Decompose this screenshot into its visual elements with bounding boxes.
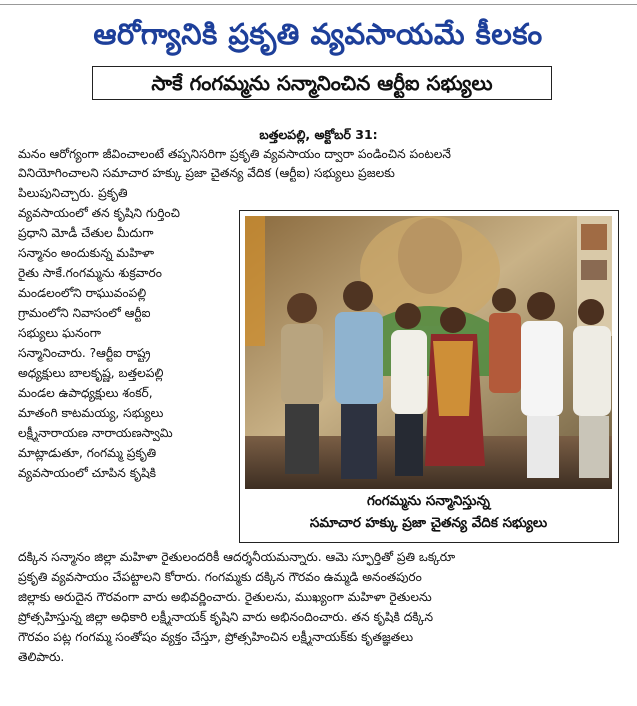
body-line: మండలంలోని రాఘువంపల్లి xyxy=(18,286,147,300)
body-line: సన్మానించారు. ?ఆర్టీఐ రాష్ట్ర xyxy=(18,346,151,360)
top-divider xyxy=(0,4,637,5)
body-line: మాతంగి కాటమయ్య, సభ్యులు xyxy=(18,406,164,420)
body-line: దక్కిన సన్మానం జిల్లా మహిళా రైతులందరికీ ఆదర్శనీయమన్నారు. ఆమె స్ఫూర్తితో ప్రతి ఒక్కరూ xyxy=(18,550,456,564)
body-line: సభ్యులు ఘనంగా xyxy=(18,326,101,340)
photo-caption-line: సమాచార హక్కు ప్రజా చైతన్య వేదిక సభ్యులు xyxy=(309,515,548,531)
photo xyxy=(245,216,612,489)
body-line: మండల ఉపాధ్యక్షులు శంకర్, xyxy=(18,386,153,400)
body-line: గ్రామంలోని నివాసంలో ఆర్టీఐ xyxy=(18,306,151,320)
body-line: ప్రోత్సహిస్తున్న జిల్లా అధికారి లక్ష్మీనాయక్ కృషిని వారు అభినందించారు. తన కృషికి దక్కిన xyxy=(18,610,434,624)
body-line: మాట్లాడుతూ, గంగమ్మ ప్రకృతి xyxy=(18,446,157,460)
group-photo-image xyxy=(245,216,612,489)
body-line: గౌరవం పట్ల గంగమ్మ సంతోషం వ్యక్తం చేస్తూ, ప్రోత్సహించిన లక్ష్మీనాయక్‌కు కృతజ్ఞతలు xyxy=(18,630,414,644)
photo-frame xyxy=(239,210,619,543)
body-line: వినియోగించాలని సమాచార హక్కు ప్రజా చైతన్య వేదిక (ఆర్టీఐ) సభ్యులు ప్రజలకు xyxy=(18,166,395,180)
body-line: మనం ఆరోగ్యంగా జీవించాలంటే తప్పనిసరిగా ప్రకృతి వ్యవసాయం ద్వారా పండించిన పంటలనే xyxy=(18,147,451,161)
body-line: వ్యవసాయంలో తన కృషిని గుర్తించి xyxy=(18,206,180,220)
body-line: ప్రధాని మోడీ చేతుల మీదుగా xyxy=(18,226,154,240)
body-line: వ్యవసాయంలో చూపిన కృషికి xyxy=(18,466,157,480)
subheadline: సాకే గంగమ్మను సన్మానించిన ఆర్టీఐ సభ్యులు xyxy=(92,66,552,100)
headline: ఆరోగ్యానికి ప్రకృతి వ్యవసాయమే కీలకం xyxy=(93,17,543,51)
body-line: ప్రకృతి వ్యవసాయం చేపట్టాలని కోరారు. గంగమ్మకు దక్కిన గౌరవం ఉమ్మడి అనంతపురం xyxy=(18,570,422,584)
body-line: పిలుపునిచ్చారు. ప్రకృతి xyxy=(18,186,128,200)
photo-caption-line: గంగమ్మను సన్మానిస్తున్న xyxy=(367,493,490,509)
body-line: అధ్యక్షులు బాలకృష్ణ, బత్తలపల్లి xyxy=(18,366,164,380)
body-line: లక్ష్మీనారాయణ నారాయణస్వామి xyxy=(18,426,173,440)
body-line: తెలిపారు. xyxy=(18,650,65,664)
dateline: బత్తలపల్లి, అక్టోబర్ 31: xyxy=(259,127,378,142)
body-line: సన్మానం అందుకున్న మహిళా xyxy=(18,246,155,260)
body-line: జిల్లాకు అరుదైన గౌరవంగా వారు అభివర్ణించారు. రైతులను, ముఖ్యంగా మహిళా రైతులను xyxy=(18,590,432,604)
body-line: రైతు సాకే.గంగమ్మను శుక్రవారం xyxy=(18,266,162,280)
